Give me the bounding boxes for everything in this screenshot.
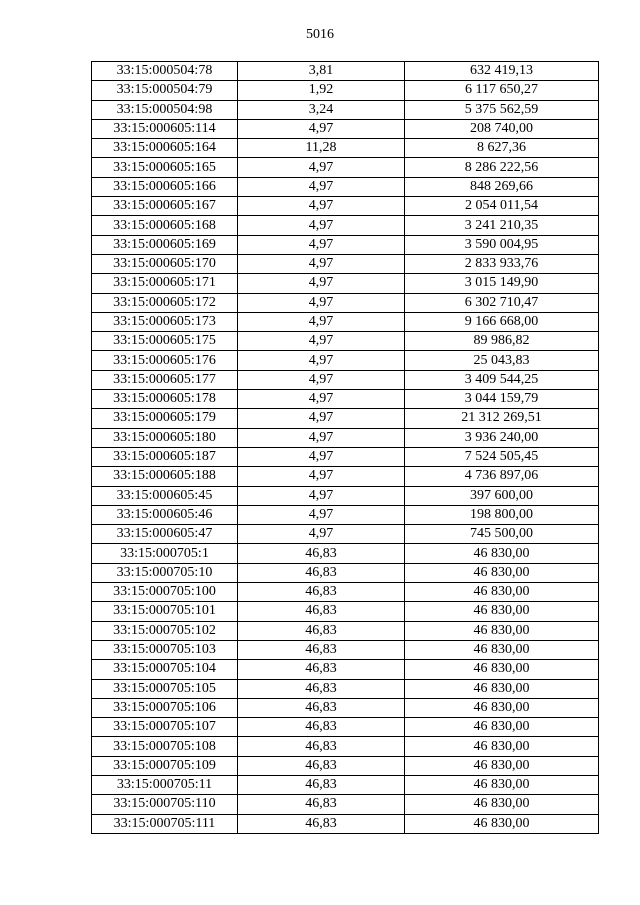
amount-cell: 46 830,00	[405, 544, 599, 563]
cadastral-number-cell: 33:15:000605:165	[92, 158, 238, 177]
table-row	[92, 544, 599, 563]
value-cell: 46,83	[238, 775, 405, 794]
value-cell: 46,83	[238, 544, 405, 563]
value-cell: 4,97	[238, 409, 405, 428]
amount-cell: 46 830,00	[405, 583, 599, 602]
page-number: 5016	[306, 27, 334, 42]
cadastral-table	[91, 61, 599, 834]
table-row	[92, 197, 599, 216]
table-row	[92, 621, 599, 640]
table-row	[92, 602, 599, 621]
amount-cell: 198 800,00	[405, 505, 599, 524]
cadastral-number-cell: 33:15:000605:167	[92, 197, 238, 216]
cadastral-number-cell: 33:15:000605:187	[92, 447, 238, 466]
table-row	[92, 62, 599, 81]
cadastral-number-cell: 33:15:000705:100	[92, 583, 238, 602]
table-row	[92, 737, 599, 756]
amount-cell: 745 500,00	[405, 525, 599, 544]
amount-cell: 46 830,00	[405, 718, 599, 737]
table-row	[92, 563, 599, 582]
value-cell: 4,97	[238, 525, 405, 544]
value-cell: 46,83	[238, 756, 405, 775]
table-row	[92, 274, 599, 293]
table-row	[92, 312, 599, 331]
amount-cell: 21 312 269,51	[405, 409, 599, 428]
table-row	[92, 235, 599, 254]
cadastral-number-cell: 33:15:000605:176	[92, 351, 238, 370]
table-row	[92, 775, 599, 794]
cadastral-number-cell: 33:15:000605:173	[92, 312, 238, 331]
cadastral-number-cell: 33:15:000705:111	[92, 814, 238, 833]
amount-cell: 46 830,00	[405, 698, 599, 717]
amount-cell: 46 830,00	[405, 621, 599, 640]
amount-cell: 8 627,36	[405, 139, 599, 158]
value-cell: 4,97	[238, 216, 405, 235]
value-cell: 46,83	[238, 718, 405, 737]
table-row	[92, 119, 599, 138]
amount-cell: 4 736 897,06	[405, 467, 599, 486]
amount-cell: 632 419,13	[405, 62, 599, 81]
value-cell: 4,97	[238, 447, 405, 466]
value-cell: 4,97	[238, 332, 405, 351]
value-cell: 4,97	[238, 486, 405, 505]
table-row	[92, 486, 599, 505]
table-row	[92, 390, 599, 409]
amount-cell: 6 117 650,27	[405, 81, 599, 100]
cadastral-number-cell: 33:15:000504:98	[92, 100, 238, 119]
table-row	[92, 795, 599, 814]
table-row	[92, 409, 599, 428]
amount-cell: 9 166 668,00	[405, 312, 599, 331]
value-cell: 4,97	[238, 467, 405, 486]
amount-cell: 46 830,00	[405, 563, 599, 582]
cadastral-number-cell: 33:15:000705:101	[92, 602, 238, 621]
cadastral-number-cell: 33:15:000605:47	[92, 525, 238, 544]
amount-cell: 46 830,00	[405, 775, 599, 794]
value-cell: 4,97	[238, 428, 405, 447]
cadastral-number-cell: 33:15:000605:179	[92, 409, 238, 428]
table-row	[92, 447, 599, 466]
cadastral-number-cell: 33:15:000705:104	[92, 660, 238, 679]
amount-cell: 208 740,00	[405, 119, 599, 138]
cadastral-number-cell: 33:15:000705:103	[92, 640, 238, 659]
value-cell: 4,97	[238, 119, 405, 138]
value-cell: 11,28	[238, 139, 405, 158]
cadastral-number-cell: 33:15:000605:171	[92, 274, 238, 293]
table-row	[92, 756, 599, 775]
amount-cell: 3 015 149,90	[405, 274, 599, 293]
table-row	[92, 177, 599, 196]
cadastral-number-cell: 33:15:000605:46	[92, 505, 238, 524]
cadastral-number-cell: 33:15:000605:170	[92, 254, 238, 273]
value-cell: 4,97	[238, 158, 405, 177]
amount-cell: 7 524 505,45	[405, 447, 599, 466]
amount-cell: 3 936 240,00	[405, 428, 599, 447]
table-row	[92, 428, 599, 447]
value-cell: 4,97	[238, 370, 405, 389]
cadastral-number-cell: 33:15:000605:166	[92, 177, 238, 196]
table-row	[92, 332, 599, 351]
value-cell: 1,92	[238, 81, 405, 100]
amount-cell: 3 409 544,25	[405, 370, 599, 389]
cadastral-number-cell: 33:15:000605:180	[92, 428, 238, 447]
table-row	[92, 158, 599, 177]
value-cell: 4,97	[238, 254, 405, 273]
table-row	[92, 216, 599, 235]
value-cell: 46,83	[238, 795, 405, 814]
table-row	[92, 718, 599, 737]
amount-cell: 2 054 011,54	[405, 197, 599, 216]
value-cell: 4,97	[238, 312, 405, 331]
value-cell: 3,81	[238, 62, 405, 81]
amount-cell: 3 241 210,35	[405, 216, 599, 235]
table-row	[92, 139, 599, 158]
cadastral-number-cell: 33:15:000605:169	[92, 235, 238, 254]
value-cell: 4,97	[238, 274, 405, 293]
cadastral-number-cell: 33:15:000705:105	[92, 679, 238, 698]
value-cell: 46,83	[238, 583, 405, 602]
amount-cell: 46 830,00	[405, 640, 599, 659]
cadastral-number-cell: 33:15:000705:1	[92, 544, 238, 563]
table-body	[92, 62, 599, 834]
value-cell: 4,97	[238, 390, 405, 409]
amount-cell: 25 043,83	[405, 351, 599, 370]
cadastral-number-cell: 33:15:000605:172	[92, 293, 238, 312]
value-cell: 46,83	[238, 814, 405, 833]
amount-cell: 46 830,00	[405, 756, 599, 775]
amount-cell: 46 830,00	[405, 660, 599, 679]
value-cell: 4,97	[238, 505, 405, 524]
cadastral-number-cell: 33:15:000705:110	[92, 795, 238, 814]
cadastral-number-cell: 33:15:000504:79	[92, 81, 238, 100]
amount-cell: 46 830,00	[405, 795, 599, 814]
table-row	[92, 698, 599, 717]
cadastral-number-cell: 33:15:000705:107	[92, 718, 238, 737]
table-row	[92, 100, 599, 119]
table-row	[92, 293, 599, 312]
amount-cell: 6 302 710,47	[405, 293, 599, 312]
table-row	[92, 467, 599, 486]
cadastral-number-cell: 33:15:000605:178	[92, 390, 238, 409]
table-row	[92, 640, 599, 659]
value-cell: 46,83	[238, 640, 405, 659]
amount-cell: 8 286 222,56	[405, 158, 599, 177]
value-cell: 4,97	[238, 351, 405, 370]
amount-cell: 46 830,00	[405, 737, 599, 756]
amount-cell: 2 833 933,76	[405, 254, 599, 273]
amount-cell: 848 269,66	[405, 177, 599, 196]
cadastral-number-cell: 33:15:000504:78	[92, 62, 238, 81]
amount-cell: 46 830,00	[405, 602, 599, 621]
table-row	[92, 679, 599, 698]
value-cell: 46,83	[238, 737, 405, 756]
amount-cell: 46 830,00	[405, 814, 599, 833]
table-row	[92, 814, 599, 833]
value-cell: 4,97	[238, 235, 405, 254]
table-row	[92, 370, 599, 389]
value-cell: 46,83	[238, 563, 405, 582]
value-cell: 3,24	[238, 100, 405, 119]
table-row	[92, 660, 599, 679]
cadastral-number-cell: 33:15:000605:175	[92, 332, 238, 351]
cadastral-number-cell: 33:15:000605:168	[92, 216, 238, 235]
value-cell: 4,97	[238, 293, 405, 312]
value-cell: 4,97	[238, 177, 405, 196]
amount-cell: 89 986,82	[405, 332, 599, 351]
amount-cell: 3 590 004,95	[405, 235, 599, 254]
amount-cell: 46 830,00	[405, 679, 599, 698]
cadastral-number-cell: 33:15:000605:45	[92, 486, 238, 505]
cadastral-number-cell: 33:15:000705:106	[92, 698, 238, 717]
value-cell: 46,83	[238, 602, 405, 621]
cadastral-number-cell: 33:15:000705:102	[92, 621, 238, 640]
table-row	[92, 351, 599, 370]
value-cell: 46,83	[238, 660, 405, 679]
amount-cell: 3 044 159,79	[405, 390, 599, 409]
amount-cell: 397 600,00	[405, 486, 599, 505]
value-cell: 46,83	[238, 621, 405, 640]
table-row	[92, 583, 599, 602]
cadastral-number-cell: 33:15:000605:188	[92, 467, 238, 486]
table-row	[92, 505, 599, 524]
value-cell: 46,83	[238, 698, 405, 717]
cadastral-number-cell: 33:15:000705:10	[92, 563, 238, 582]
cadastral-number-cell: 33:15:000605:114	[92, 119, 238, 138]
table-row	[92, 525, 599, 544]
amount-cell: 5 375 562,59	[405, 100, 599, 119]
cadastral-number-cell: 33:15:000605:164	[92, 139, 238, 158]
cadastral-number-cell: 33:15:000705:109	[92, 756, 238, 775]
cadastral-number-cell: 33:15:000705:108	[92, 737, 238, 756]
value-cell: 4,97	[238, 197, 405, 216]
cadastral-number-cell: 33:15:000605:177	[92, 370, 238, 389]
value-cell: 46,83	[238, 679, 405, 698]
table-row	[92, 254, 599, 273]
cadastral-number-cell: 33:15:000705:11	[92, 775, 238, 794]
table-row	[92, 81, 599, 100]
